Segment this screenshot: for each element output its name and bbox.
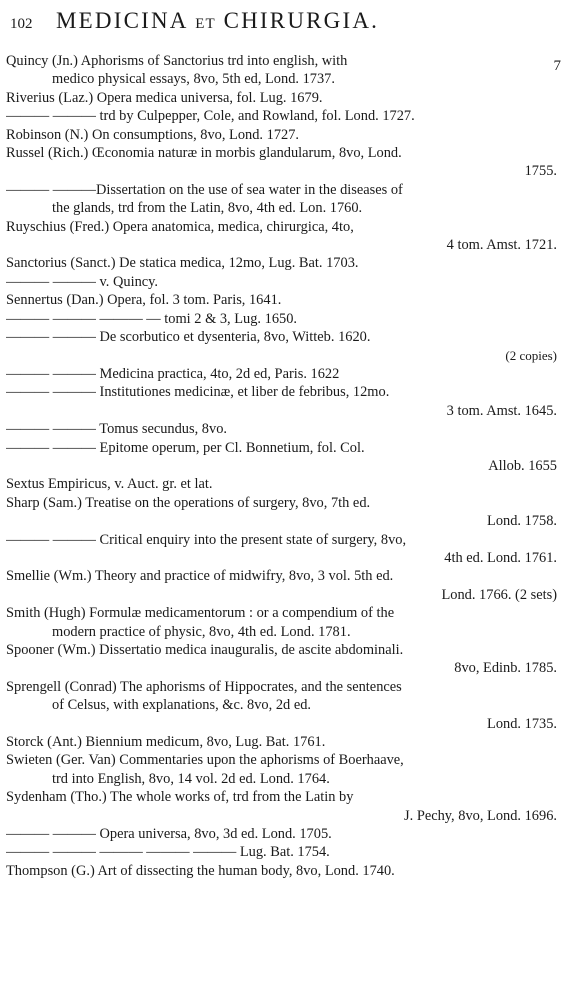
catalog-entry-continuation: of Celsus, with explanations, &c. 8vo, 2d ed. [52, 697, 311, 714]
catalog-entry-continuation: 1755. [524, 163, 557, 180]
catalog-entry-continuation: Allob. 1655 [488, 457, 557, 474]
catalog-entry-continuation: 3 tom. Amst. 1645. [446, 402, 557, 419]
catalog-entry-line: ——— ——— Opera universa, 8vo, 3d ed. Lond. 1705. [6, 826, 332, 843]
catalog-entry-line: Russel (Rich.) Œconomia naturæ in morbis glandularum, 8vo, Lond. [6, 145, 402, 162]
running-title-word-1: MEDICINA [56, 8, 188, 33]
catalog-entry-continuation: 8vo, Edinb. 1785. [454, 660, 557, 677]
catalog-entry-line: Spooner (Wm.) Dissertatio medica inauguralis, de ascite abdominali. [6, 642, 404, 658]
running-title-conjunction: ET [195, 16, 216, 32]
running-title [56, 8, 379, 34]
running-title-word-2: CHIRURGIA. [223, 8, 380, 33]
catalog-entry-continuation: Lond. 1735. [487, 715, 557, 732]
catalog-entry-line: ——— ——— Tomus secundus, 8vo. [6, 421, 227, 438]
catalog-entry-continuation: modern practice of physic, 8vo, 4th ed. Lond. 1781. [52, 623, 351, 640]
catalog-entry-line: ——— ——— v. Quincy. [6, 273, 159, 290]
catalog-entry-line: ——— ——— De scorbutico et dysenteria, 8vo, Witteb. 1620. [6, 329, 371, 346]
catalog-entry-continuation: Lond. 1766. (2 sets) [441, 586, 557, 603]
catalog-entry-continuation: 4th ed. Lond. 1761. [444, 549, 557, 566]
catalog-entry-continuation: J. Pechy, 8vo, Lond. 1696. [404, 807, 557, 824]
catalog-entries [6, 52, 561, 880]
catalog-entry-line: Ruyschius (Fred.) Opera anatomica, medica, chirurgica, 4to, [6, 218, 354, 235]
catalog-entry-line: Robinson (N.) On consumptions, 8vo, Lond. 1727. [6, 126, 300, 143]
catalog-entry-continuation: (2 copies) [505, 347, 557, 363]
catalog-entry-line: Smellie (Wm.) Theory and practice of midwifry, 8vo, 3 vol. 5th ed. [6, 568, 394, 585]
catalog-entry-line: Storck (Ant.) Biennium medicum, 8vo, Lug. Bat. 1761. [6, 734, 326, 751]
catalog-entry-line: ——— ——— ——— — tomi 2 & 3, Lug. 1650. [6, 310, 298, 327]
catalog-entry-line: ——— ——— Medicina practica, 4to, 2d ed, Paris. 1622 [6, 365, 340, 382]
catalog-entry-line: ——— ——— Institutiones medicinæ, et liber de febribus, 12mo. [6, 384, 390, 401]
catalog-entry-line: ——— ——— Critical enquiry into the present state of surgery, 8vo, [6, 531, 407, 548]
catalog-entry-line: Sharp (Sam.) Treatise on the operations of surgery, 8vo, 7th ed. [6, 494, 371, 511]
catalog-entry-line: Quincy (Jn.) Aphorisms of Sanctorius trd into english, with [6, 53, 348, 69]
catalog-entry-line: Thompson (G.) Art of dissecting the human body, 8vo, Lond. 1740. [6, 862, 395, 879]
catalog-entry-continuation: trd into English, 8vo, 14 vol. 2d ed. Lond. 1764. [52, 770, 330, 787]
catalog-entry-line: Riverius (Laz.) Opera medica universa, fol. Lug. 1679. [6, 89, 323, 106]
page-number: 102 [10, 16, 33, 32]
catalog-entry-line: ——— ———Dissertation on the use of sea water in the diseases of [6, 181, 403, 198]
catalog-entry-line: ——— ——— ——— ——— ——— Lug. Bat. 1754. [6, 844, 330, 861]
catalog-entry-continuation: 4 tom. Amst. 1721. [446, 237, 557, 254]
catalog-entry-line: Sextus Empiricus, v. Auct. gr. et lat. [6, 476, 213, 493]
catalog-entry-line: Sydenham (Tho.) The whole works of, trd from the Latin by [6, 789, 354, 806]
catalog-entry-line: Sprengell (Conrad) The aphorisms of Hippocrates, and the sentences [6, 678, 402, 695]
catalog-entry-continuation: the glands, trd from the Latin, 8vo, 4th ed. Lon. 1760. [52, 200, 363, 217]
catalog-entry-line: Sanctorius (Sanct.) De statica medica, 12mo, Lug. Bat. 1703. [6, 255, 359, 272]
catalog-entry-line: Swieten (Ger. Van) Commentaries upon the aphorisms of Boerhaave, [6, 752, 404, 769]
page-header [6, 8, 561, 48]
side-number: 7 [553, 58, 561, 74]
catalog-entry-line: Smith (Hugh) Formulæ medicamentorum : or a compendium of the [6, 605, 395, 622]
catalog-entry-line: Sennertus (Dan.) Opera, fol. 3 tom. Paris, 1641. [6, 292, 282, 309]
catalog-entry-line: ——— ——— trd by Culpepper, Cole, and Rowland, fol. Lond. 1727. [6, 108, 415, 125]
catalog-entry-continuation: Lond. 1758. [487, 513, 557, 530]
catalog-entry-line: ——— ——— Epitome operum, per Cl. Bonnetium, fol. Col. [6, 439, 365, 456]
catalog-entry-continuation: medico physical essays, 8vo, 5th ed, Lond. 1737. [52, 71, 335, 88]
